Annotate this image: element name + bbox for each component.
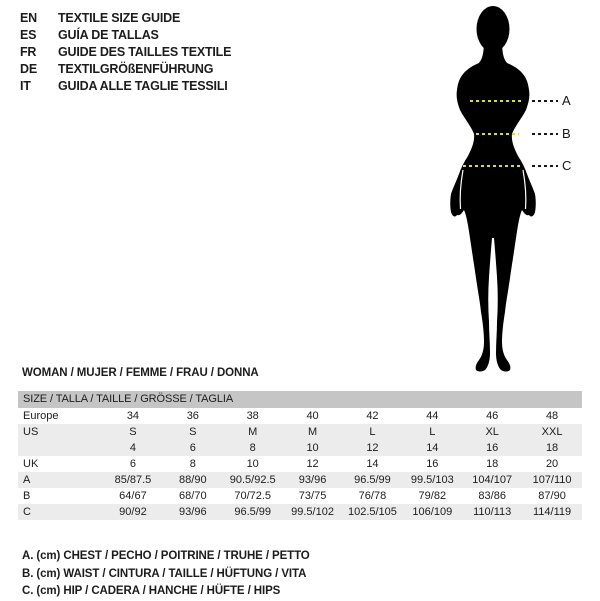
table-row-us: [18, 424, 582, 440]
size-cell: 48: [545, 410, 559, 422]
size-cell: M: [248, 426, 258, 438]
size-cell: 6: [129, 458, 136, 470]
row-label: US: [23, 426, 39, 438]
lang-row-es: [20, 27, 231, 44]
woman-silhouette-figure: [438, 4, 548, 374]
legend-line-chest: A. (cm) CHEST / PECHO / POITRINE / TRUHE / PETTO: [22, 550, 310, 562]
size-cell: 8: [189, 458, 196, 470]
size-cell: 106/109: [412, 506, 453, 518]
size-cell: 104/107: [472, 474, 513, 486]
hip-measure-dashes: [463, 165, 520, 167]
lang-code: EN: [20, 11, 37, 25]
lang-label: GUIDA ALLE TAGLIE TESSILI: [58, 79, 228, 93]
row-label: Europe: [23, 410, 59, 422]
row-label: A: [23, 474, 31, 486]
chest-leader-dashes: [532, 100, 558, 102]
row-label: [18, 440, 103, 456]
size-cell: 14: [426, 442, 439, 454]
size-cell: 10: [246, 458, 259, 470]
size-cell: 4: [129, 442, 136, 454]
size-cell: 73/75: [298, 490, 327, 502]
size-cell: 83/86: [478, 490, 506, 502]
lang-label: GUIDE DES TAILLES TEXTILE: [58, 45, 232, 59]
size-cell: 70/72.5: [234, 490, 272, 502]
size-cell: L: [369, 426, 376, 438]
measure-legend: [22, 548, 310, 601]
size-cell: 18: [486, 458, 499, 470]
size-cell: 107/110: [532, 474, 572, 486]
size-table: [18, 391, 582, 520]
size-cell: 88/90: [179, 474, 207, 486]
size-cell: 99.5/103: [410, 474, 454, 486]
measure-label-c: C: [562, 158, 572, 173]
table-row-chest-a: [18, 472, 582, 488]
size-cell: 14: [366, 458, 379, 470]
lang-row-it: [20, 78, 231, 95]
size-cell: 16: [426, 458, 439, 470]
table-row-waist-b: [18, 488, 582, 504]
size-cell: 38: [246, 410, 259, 422]
language-title-list: [20, 10, 231, 95]
size-cell: 64/67: [119, 490, 147, 502]
size-cell: S: [189, 426, 197, 438]
size-cell: 90.5/92.5: [229, 474, 276, 486]
size-cell: 79/82: [418, 490, 447, 502]
legend-line-waist: B. (cm) WAIST / CINTURA / TAILLE / HÜFTUNG / VITA: [22, 567, 307, 580]
size-cell: 18: [545, 442, 559, 454]
size-cell: 16: [486, 442, 499, 454]
legend-line-hip: C. (cm) HIP / CADERA / HANCHE / HÜFTE / HIPS: [22, 585, 281, 597]
table-row-us-numeric: [18, 440, 582, 456]
size-cell: 93/96: [298, 474, 327, 486]
size-cell: 8: [249, 442, 256, 454]
size-cell: 68/70: [179, 490, 207, 502]
measure-label-a: A: [562, 93, 571, 108]
lang-label: TEXTILE SIZE GUIDE: [58, 11, 181, 25]
size-cell: 46: [486, 410, 499, 422]
lang-row-fr: [20, 44, 231, 61]
size-cell: S: [129, 426, 137, 438]
table-row-europe: [18, 408, 582, 424]
size-cell: 110/113: [473, 506, 512, 518]
woman-silhouette-icon: [438, 4, 548, 374]
size-cell: 96.5/99: [234, 506, 272, 518]
lang-code: ES: [20, 28, 37, 42]
lang-code: DE: [20, 62, 37, 76]
size-cell: 99.5/102: [291, 506, 334, 518]
waist-measure-dashes: [476, 133, 519, 135]
row-label: C: [23, 506, 31, 518]
lang-label: TEXTILGRÖßENFÜHRUNG: [58, 62, 214, 76]
size-cell: 12: [306, 458, 319, 470]
size-cell: XL: [485, 426, 499, 438]
size-cell: 42: [366, 410, 379, 422]
size-cell: M: [307, 426, 318, 438]
lang-code: IT: [20, 79, 31, 93]
size-cell: 36: [186, 410, 199, 422]
size-cell: 12: [366, 442, 379, 454]
size-cell: 6: [189, 442, 196, 454]
size-cell: 20: [545, 458, 559, 470]
size-cell: 102.5/105: [347, 506, 397, 518]
measure-label-b: B: [562, 126, 571, 141]
size-cell: XXL: [541, 426, 563, 438]
size-cell: 114/119: [532, 506, 572, 518]
size-cell: 44: [426, 410, 439, 422]
size-cell: 93/96: [179, 506, 207, 518]
table-group-title: WOMAN / MUJER / FEMME / FRAU / DONNA: [22, 367, 259, 379]
size-cell: 87/90: [538, 490, 566, 502]
waist-leader-dashes: [532, 133, 558, 135]
row-label: UK: [23, 458, 39, 470]
size-cell: 40: [306, 410, 319, 422]
size-cell: 34: [126, 410, 140, 422]
size-cell: 96.5/99: [354, 474, 391, 486]
hip-leader-dashes: [532, 165, 558, 167]
size-cell: 90/92: [119, 506, 147, 518]
size-table-header: SIZE / TALLA / TAILLE / GRÖSSE / TAGLIA: [18, 391, 582, 408]
size-cell: 10: [306, 442, 319, 454]
size-cell: 85/87.5: [114, 474, 152, 486]
row-label: B: [23, 490, 31, 502]
lang-label: GUÍA DE TALLAS: [58, 28, 159, 42]
table-row-uk: [18, 456, 582, 472]
lang-row-en: [20, 10, 231, 27]
lang-code: FR: [20, 45, 37, 59]
table-row-hip-c: [18, 504, 582, 520]
size-cell: L: [429, 426, 436, 438]
size-cell: 76/78: [358, 490, 387, 502]
lang-row-de: [20, 61, 231, 78]
chest-measure-dashes: [470, 100, 522, 102]
